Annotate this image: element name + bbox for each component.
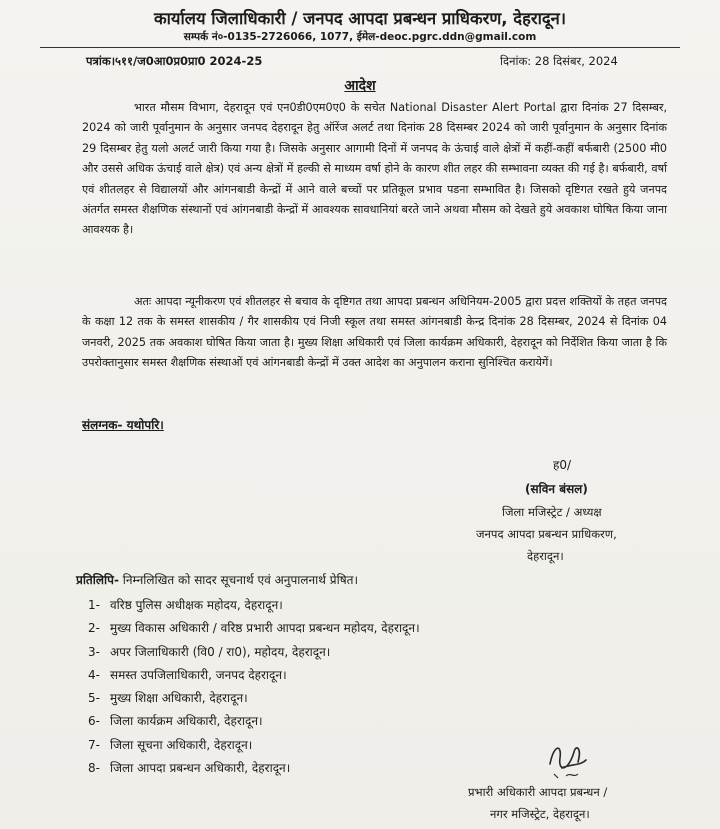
- list-item: [88, 712, 420, 735]
- copy-to-intro: [76, 571, 358, 588]
- list-item-text: जिला सूचना अधिकारी, देहरादून।: [110, 737, 253, 752]
- list-item-text: जिला कार्यक्रम अधिकारी, देहरादून।: [110, 714, 263, 729]
- list-item: [88, 759, 420, 782]
- copy-to-list: [88, 596, 420, 782]
- list-item-text: वरिष्ठ पुलिस अधीक्षक महोदय, देहरादून।: [110, 598, 283, 612]
- signatory-designation-2: जनपद आपदा प्रबन्धन प्राधिकरण,: [476, 527, 617, 541]
- signatory-designation-1: जिला मजिस्ट्रेट / अध्यक्ष: [502, 505, 602, 519]
- list-item-text: जिला आपदा प्रबन्धन अधिकारी, देहरादून।: [110, 761, 291, 776]
- list-item-number: 1-: [88, 598, 100, 612]
- header-divider: [40, 47, 680, 48]
- attachment-note: संलग्नक- यथोपरि।: [82, 418, 164, 432]
- list-item-number: 6-: [88, 714, 100, 729]
- list-item: [88, 666, 420, 689]
- list-item-text: मुख्य शिक्षा अधिकारी, देहरादून।: [110, 691, 248, 706]
- order-paragraph-1: भारत मौसम विभाग, देहरादून एवं एन0डी0एम0ए0 के सचेत National Disaster Alert Portal द्वारा दिनांक 27 दिसम्बर, 2024 को जारी पूर्वानुमान के अनुसार जनपद देहरादून हेतु ऑरेंज अलर्ट तथा दिनांक 28 दिसम्बर 2024 को जारी पूर्वानुमान के अनुसार दिनांक 29 दिसम्बर हेतु यलो अलर्ट जारी किया गया है। जिसके अनुसार आगामी दिनों में जनपद के ऊंचाई वाले क्षेत्रों में कहीं-कहीं बर्फबारी (2500 मी0 और उससे अधिक ऊंचाई वाले क्षेत्र) एवं अन्य क्षेत्रों में हल्की से माध्यम वर्षा होने के कारण शीत लहर की सम्भावना व्यक्त की गई है। बर्फबारी, वर्षा एवं शीतलहर से विद्यालयों और आंगनबाडी केन्द्रों में आने वाले बच्चों पर प्रतिकूल प्रभाव पडना सम्भावित है। जिसको दृष्टिगत रखते हुये जनपद अंतर्गत समस्त शैक्षणिक संस्थानों एवं आंगनबाडी केन्द्रों में आवश्यक सावधानियां बरते जाने अथवा मौसम को देखते हुये अवकाश घोषित किया जाना आवश्यक है।: [82, 101, 667, 237]
- list-item-number: 8-: [88, 761, 100, 776]
- office-contact-line: सम्पर्क नं०-0135-2726066, 1077, ईमेल-deoc.pgrc.ddn@gmail.com: [183, 31, 537, 43]
- countersign-line-1: प्रभारी अधिकारी आपदा प्रबन्धन /: [468, 785, 608, 799]
- reference-date: दिनांक: 28 दिसंबर, 2024: [500, 54, 618, 68]
- list-item-number: 5-: [88, 691, 100, 706]
- list-item: [88, 736, 420, 759]
- copy-to-label: प्रतिलिपि-: [76, 573, 119, 587]
- reference-number: पत्रांक।५११/ज0आ0प्र0प्रा0 2024-25: [86, 54, 263, 68]
- list-item-number: 2-: [88, 621, 100, 636]
- countersign-line-2: नगर मजिस्ट्रेट, देहरादून।: [490, 807, 590, 821]
- handwritten-signature: [540, 734, 590, 784]
- list-item: [88, 619, 420, 642]
- copy-to-text: निम्नलिखित को सादर सूचनार्थ एवं अनुपालनार्थ प्रेषित।: [122, 573, 359, 587]
- signatory-name: (सविन बंसल): [525, 482, 588, 496]
- list-item-text: अपर जिलाधिकारी (वि0 / रा0), महोदय, देहरादून।: [110, 644, 331, 659]
- signed-mark: ह0/: [553, 458, 572, 472]
- list-item-number: 7-: [88, 737, 100, 752]
- office-header-title: कार्यालय जिलाधिकारी / जनपद आपदा प्रबन्धन प्राधिकरण, देहरादून।: [153, 9, 567, 28]
- list-item-text: मुख्य विकास अधिकारी / वरिष्ठ प्रभारी आपदा प्रबन्धन महोदय, देहरादून।: [110, 621, 420, 636]
- order-title: आदेश: [344, 78, 376, 94]
- signatory-place: देहरादून।: [527, 549, 564, 563]
- list-item: [88, 643, 420, 666]
- order-paragraph-2: अतः आपदा न्यूनीकरण एवं शीतलहर से बचाव के दृष्टिगत तथा आपदा प्रबन्धन अधिनियम-2005 द्वारा प्रदत्त शक्तियों के तहत जनपद के कक्षा 12 तक के समस्त शासकीय / गैर शासकीय एवं निजी स्कूल तथा समस्त आंगनबाडी केन्द्र दिनांक 28 दिसम्बर, 2024 से दिनांक 04 जनवरी, 2025 तक अवकाश घोषित किया जाता है। मुख्य शिक्षा अधिकारी एवं जिला कार्यक्रम अधिकारी, देहरादून को निर्देशित किया जाता है कि उपरोक्तानुसार समस्त शैक्षणिक संस्थाओं एवं आंगनबाडी केन्द्रों में उक्त आदेश का अनुपालन कराना सुनिश्चित करायेगें।: [82, 295, 667, 370]
- list-item: [88, 596, 420, 619]
- list-item-text: समस्त उपजिलाधिकारी, जनपद देहरादून।: [110, 667, 287, 682]
- list-item: [88, 689, 420, 712]
- list-item-number: 3-: [88, 644, 100, 659]
- list-item-number: 4-: [88, 667, 100, 682]
